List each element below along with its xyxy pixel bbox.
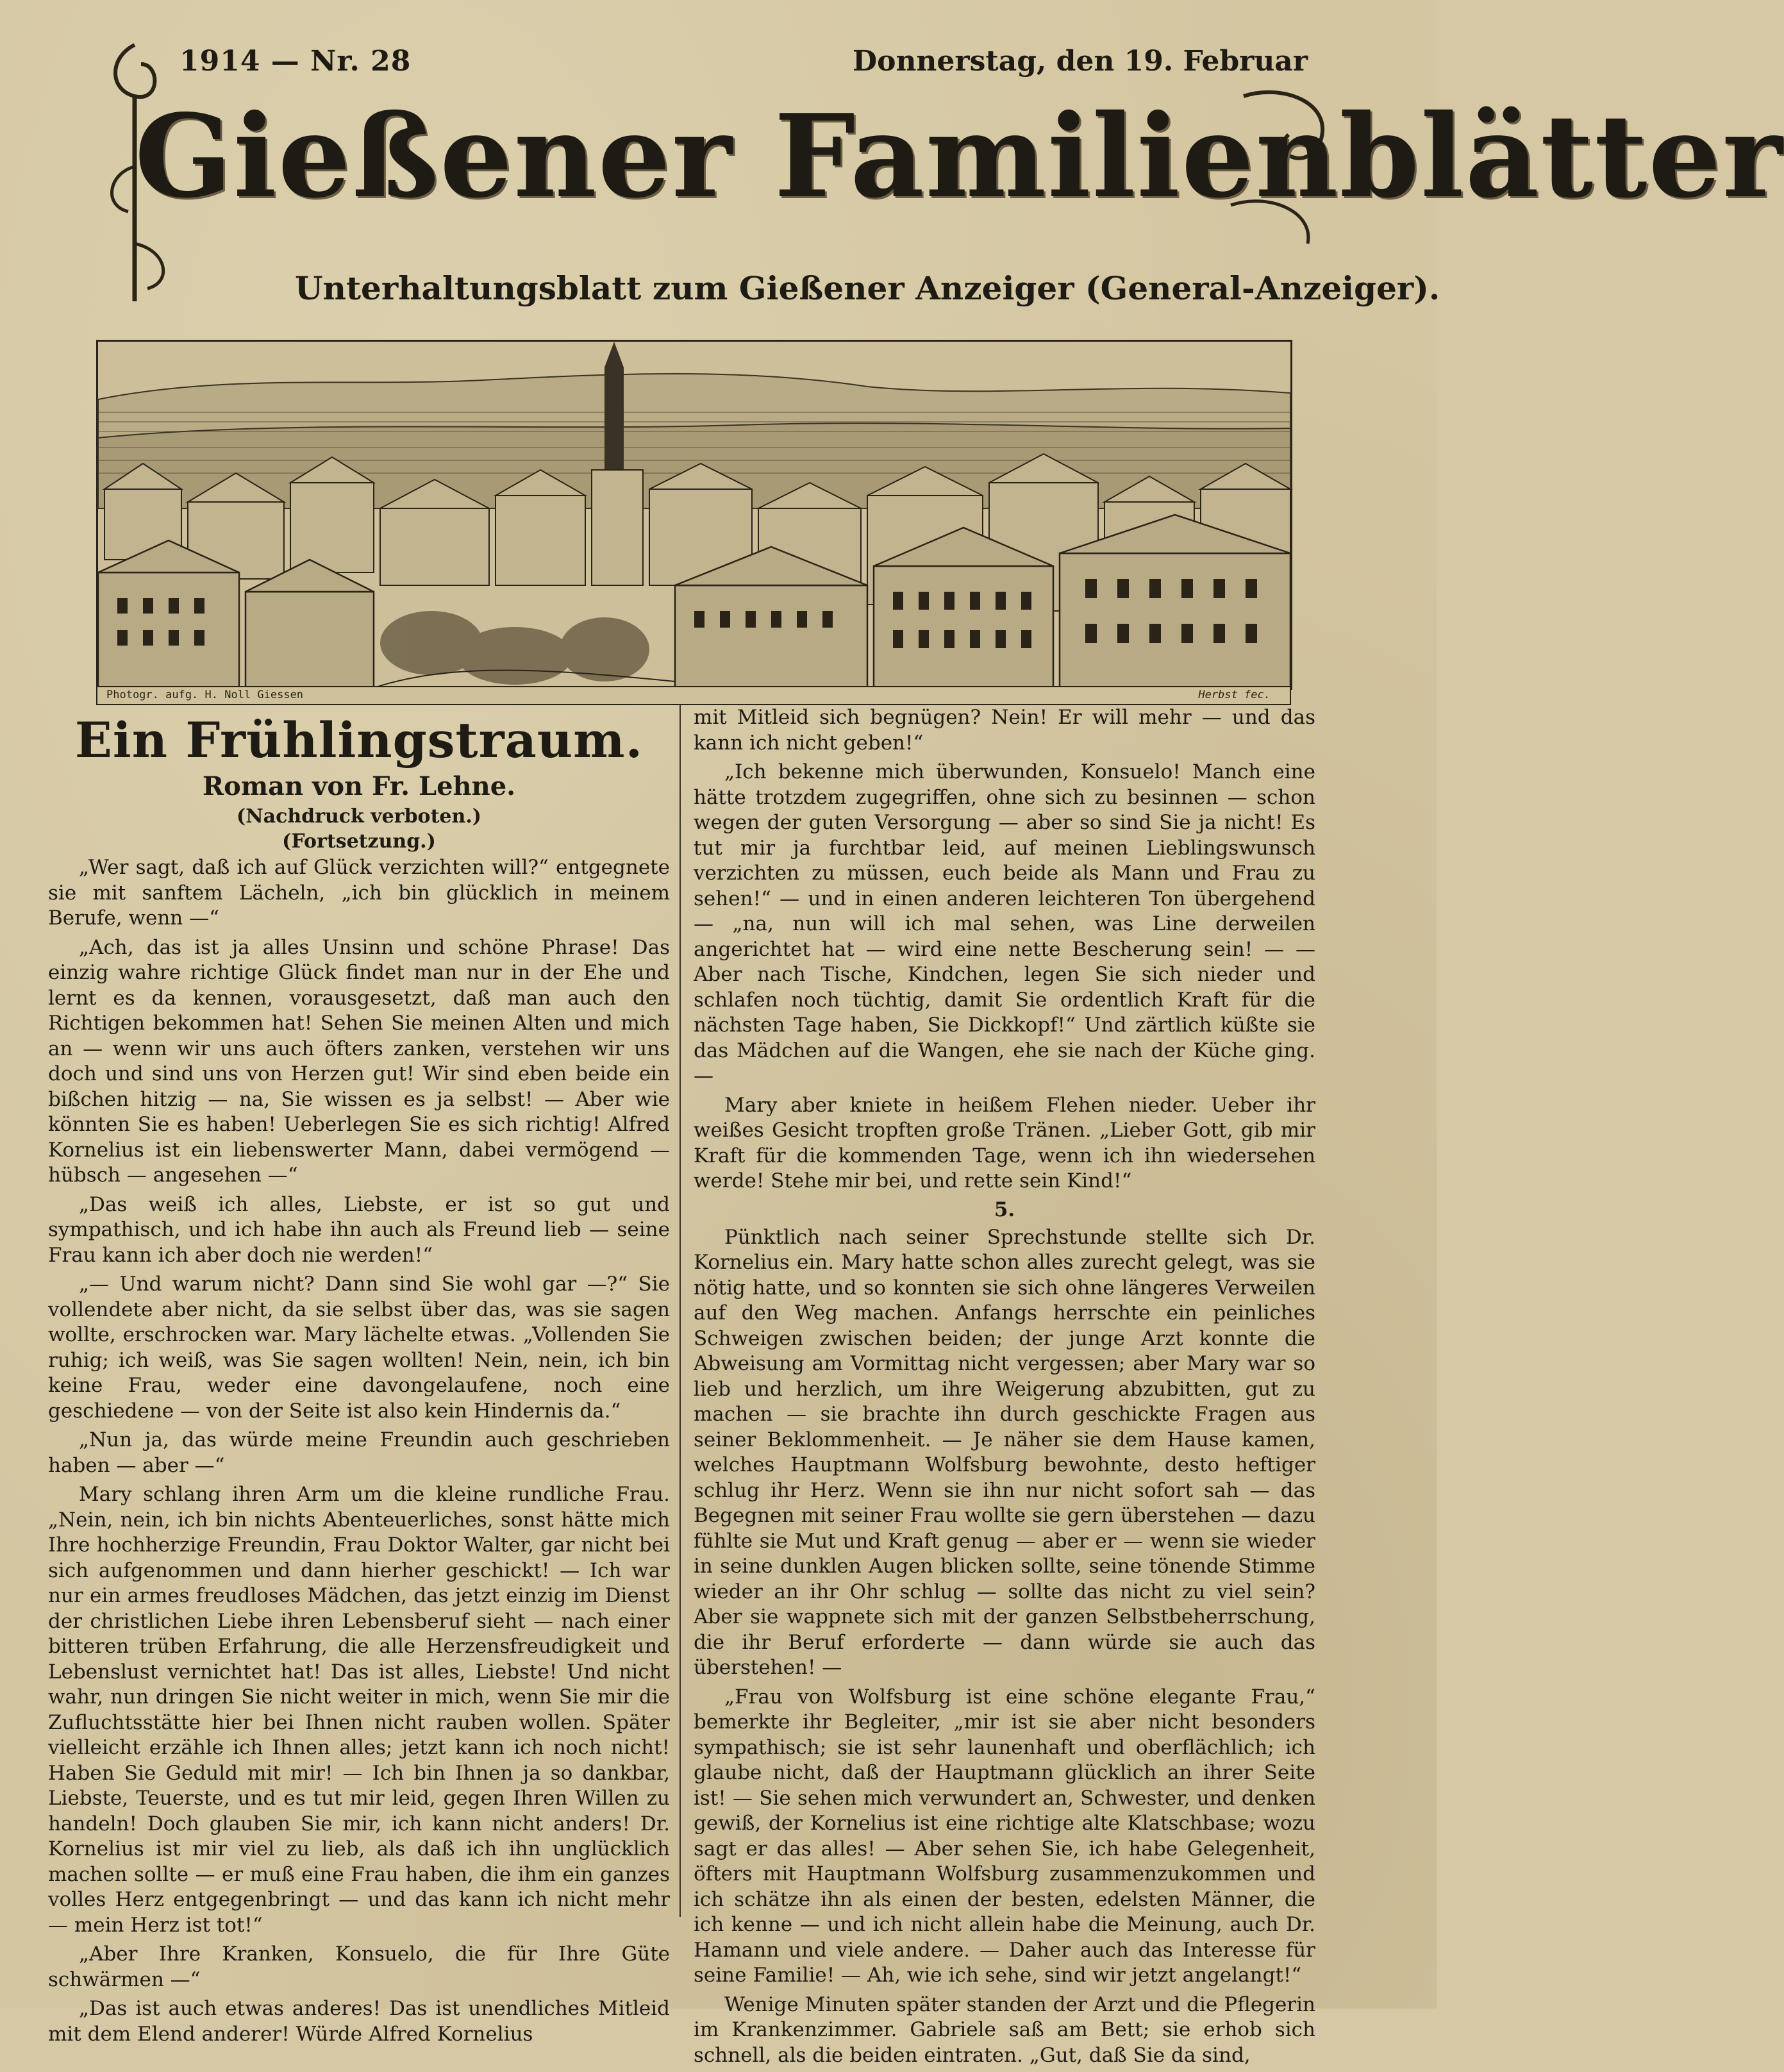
paragraph: „Ach, das ist ja alles Unsinn und schöne Phrase! Das einzig wahre richtige Glück findet man nur in der Ehe und lernt es da kennen, vorausgesetzt, daß man auch den Richtigen bekommen hat! Sehen Sie meinen Alten und mich an — wenn wir uns auch öfters zanken, verstehen wir uns doch und sind uns von Herzen gut! Wir sind eben beide ein bißchen hitzig — na, Sie wissen es ja selbst! — Aber wie könnten Sie es haben! Ueberlegen Sie es sich richtig! Alfred Kornelius ist ein liebenswerter Mann, dabei vermögend — hübsch — angesehen —“ bbox=[48, 935, 670, 1187]
issue-date: Donnerstag, den 19. Februar bbox=[852, 45, 1308, 78]
newspaper-subtitle: Unterhaltungsblatt zum Gießener Anzeiger (General-Anzeiger). bbox=[295, 269, 1440, 307]
engraver-credit: Herbst fec. bbox=[1198, 689, 1271, 701]
paragraph: Mary aber kniete in heißem Flehen nieder. Ueber ihr weißes Gesicht tropften große Tränen. „Lieber Gott, gib mir Kraft für die kommenden Tage, wenn ich ihn wiedersehen werde! Stehe mir bei, und rette sein Kind!“ bbox=[694, 1093, 1315, 1192]
paragraph: „Wer sagt, daß ich auf Glück verzichten will?“ entgegnete sie mit sanftem Lächeln, „ich bin glücklich in meinem Berufe, wenn —“ bbox=[48, 856, 670, 930]
paragraph: „Das ist auch etwas anderes! Das ist unendliches Mitleid mit dem Elend anderer! Würde Alfred Kornelius bbox=[48, 1997, 670, 2046]
paragraph: „Aber Ihre Kranken, Konsuelo, die für Ihre Güte schwärmen —“ bbox=[48, 1942, 670, 1991]
paragraph: Mary schlang ihren Arm um die kleine rundliche Frau. „Nein, nein, ich bin nichts Abenteuerliches, sonst hätte mich Ihre hochherzige Freundin, Frau Doktor Walter, gar nicht bei sich aufgenommen und dann hierher geschickt! — Ich war nur ein armes freudloses Mädchen, das jetzt einzig im Dienst der christlichen Liebe ihren Lebensberuf sieht — nach einer bitteren trüben Erfahrung, die alle Herzensfreudigkeit und Lebenslust vernichtet hat! Das ist alles, Liebste! Und nicht wahr, nun dringen Sie nicht weiter in mich, wenn Sie mir die Zufluchtsstätte hier bei Ihnen nicht rauben wollen. Später vielleicht erzähle ich Ihnen alles; jetzt kann ich noch nicht! Haben Sie Geduld mit mir! — Ich bin Ihnen ja so dankbar, Liebste, Teuerste, und es tut mir leid, gegen Ihren Willen zu handeln! Doch glauben Sie mir, ich kann nicht anders! Dr. Kornelius ist mir viel zu lieb, als daß ich ihn unglücklich machen sollte — er muß eine Frau haben, die ihm ein ganzes volles Herz entgegenbringt — und das kann ich nicht mehr — mein Herz ist tot!“ bbox=[48, 1483, 670, 1937]
cityscape-engraving-icon bbox=[98, 342, 1290, 688]
newspaper-title: Gießener Familienblätter bbox=[135, 89, 1784, 223]
reprint-note: (Nachdruck verboten.) bbox=[237, 805, 481, 828]
paragraph: „Nun ja, das würde meine Freundin auch geschrieben haben — aber —“ bbox=[48, 1428, 670, 1477]
credit-strip bbox=[96, 686, 1291, 705]
paragraph: „— Und warum nicht? Dann sind Sie wohl gar —?“ Sie vollendete aber nicht, da sie selbst über das, was sie sagen wollte, erschrocken war. Mary lächelte etwas. „Vollenden Sie ruhig; ich weiß, was Sie sagen wollten! Nein, nein, ich bin keine Frau, weder eine davongelaufene, noch eine geschiedene — von der Seite ist also kein Hindernis da.“ bbox=[48, 1273, 670, 1423]
masthead bbox=[96, 38, 1784, 701]
paragraph: „Ich bekenne mich überwunden, Konsuelo! Manch eine hätte trotzdem zugegriffen, ohne sich zu besinnen — schon wegen der guten Versorgung — aber so sind Sie ja nicht! Es tut mir ja furchtbar leid, auf meinen Lieblingswunsch verzichten zu müssen, euch beide als Mann und Frau zu sehen!“ — und in einen anderen leichteren Ton übergehend — „na, nun will ich mal sehen, was Line derweilen angerichtet hat — wird eine nette Bescherung sein! — — Aber nach Tische, Kindchen, legen Sie sich nieder und schlafen noch tüchtig, damit Sie ordentlich Kraft für die nächsten Tage haben, Sie Dickkopf!“ Und zärtlich küßte sie das Mädchen auf die Wangen, ehe sie nach der Küche ging. — bbox=[694, 760, 1315, 1087]
article-title: Ein Frühlingstraum. bbox=[74, 712, 644, 769]
article-byline: Roman von Fr. Lehne. bbox=[202, 771, 516, 801]
issue-number: 1914 — Nr. 28 bbox=[179, 45, 412, 78]
left-column bbox=[48, 705, 670, 2051]
photo-credit: Photogr. aufg. H. Noll Giessen bbox=[106, 689, 304, 701]
right-column bbox=[694, 705, 1315, 2072]
cityscape-illustration bbox=[96, 340, 1292, 690]
paragraph: Wenige Minuten später standen der Arzt und die Pflegerin im Krankenzimmer. Gabriele saß am Bett; sie erhob sich schnell, als die beiden eintraten. „Gut, daß Sie da sind, bbox=[694, 1993, 1315, 2067]
paragraph: „Das weiß ich alles, Liebste, er ist so gut und sympathisch, und ich habe ihn auch als Freund lieb — seine Frau kann ich aber doch nie werden!“ bbox=[48, 1192, 670, 1267]
section-number: 5. bbox=[994, 1198, 1015, 1221]
paragraph: „Frau von Wolfsburg ist eine schöne elegante Frau,“ bemerkte ihr Begleiter, „mir ist sie aber nicht besonders sympathisch; sie ist sehr launenhaft und oberflächlich; ich glaube nicht, daß der Hauptmann glücklich an ihrer Seite ist! — Sie sehen mich verwundert an, Schwester, und denken gewiß, der Kornelius ist eine richtige alte Klatschbase; wozu sagt er das alles! — Aber sehen Sie, ich habe Gelegenheit, öfters mit Hauptmann Wolfsburg zusammenzukommen und ich schätze ihn als einen der besten, edelsten Männer, die ich kenne — und ich nicht allein habe die Meinung, auch Dr. Hamann und viele andere. — Daher auch das Interesse für seine Familie! — Ah, wie ich sehe, sind wir jetzt angelangt!“ bbox=[694, 1685, 1315, 1987]
continuation-note: (Fortsetzung.) bbox=[282, 830, 436, 853]
column-divider bbox=[679, 705, 681, 1917]
paragraph-continuation: mit Mitleid sich begnügen? Nein! Er will mehr — und das kann ich nicht geben!“ bbox=[694, 706, 1315, 755]
paragraph: Pünktlich nach seiner Sprechstunde stellte sich Dr. Kornelius ein. Mary hatte schon alles zurecht gelegt, was sie nötig hatte, und so konnten sie sich ohne längeres Verweilen auf den Weg machen. Anfangs herrschte ein peinliches Schweigen zwischen beiden; der junge Arzt konnte die Abweisung am Vormittag nicht vergessen; aber Mary war so lieb und herzlich, um ihre Weigerung abzubitten, gut zu machen — sie brachte ihn durch geschickte Fragen aus seiner Beklommenheit. — Je näher sie dem Hause kamen, welches Hauptmann Wolfsburg bewohnte, desto heftiger schlug ihr Herz. Wenn sie ihn nur nicht sofort sah — das Begegnen mit seiner Frau wollte sie gern überstehen — dazu fühlte sie Mut und Kraft genug — aber er — wenn sie wieder in seine dunklen Augen blicken sollte, seine tönende Stimme wieder an ihr Ohr schlug — sollte das nicht zu viel sein? Aber sie wappnete sich mit der ganzen Selbstbeherrschung, die ihr Beruf erforderte — dann würde sie auch das überstehen! — bbox=[694, 1225, 1315, 1679]
